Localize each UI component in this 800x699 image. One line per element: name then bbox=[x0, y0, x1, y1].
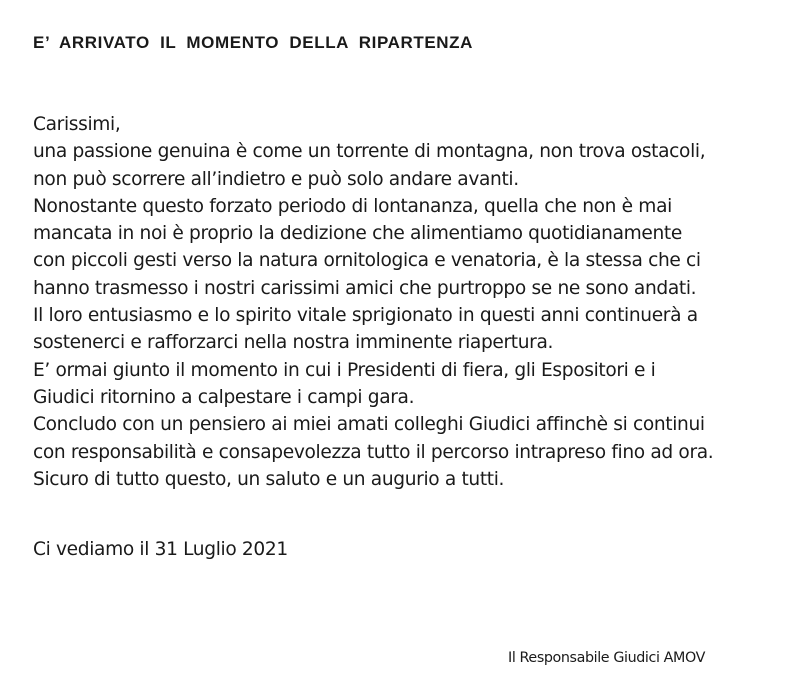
letter-line: con piccoli gesti verso la natura ornitologica e venatoria, è la stessa che ci bbox=[33, 250, 701, 272]
letter-line: sostenerci e rafforzarci nella nostra imminente riapertura. bbox=[33, 332, 554, 354]
letter-body bbox=[33, 111, 713, 493]
letter-line: Giudici ritornino a calpestare i campi gara. bbox=[33, 386, 415, 408]
letter-line: mancata in noi è proprio la dedizione che alimentiamo quotidianamente bbox=[33, 223, 682, 245]
letter-line: con responsabilità e consapevolezza tutto il percorso intrapreso fino ad ora. bbox=[33, 441, 714, 463]
letter-line: non può scorrere all’indietro e può solo andare avanti. bbox=[33, 168, 519, 190]
document-title: E’ ARRIVATO IL MOMENTO DELLA RIPARTENZA bbox=[33, 33, 474, 52]
letter-line: E’ ormai giunto il momento in cui i Presidenti di fiera, gli Espositori e i bbox=[33, 359, 656, 381]
signature: Il Responsabile Giudici AMOV bbox=[508, 650, 705, 666]
letter-line: Sicuro di tutto questo, un saluto e un augurio a tutti. bbox=[33, 468, 505, 490]
letter-line: Carissimi, bbox=[33, 114, 121, 135]
letter-line: hanno trasmesso i nostri carissimi amici che purtroppo se ne sono andati. bbox=[33, 277, 697, 299]
closing-line: Ci vediamo il 31 Luglio 2021 bbox=[33, 539, 288, 560]
letter-line: Il loro entusiasmo e lo spirito vitale sprigionato in questi anni continuerà a bbox=[33, 305, 698, 327]
letter-line: Nonostante questo forzato periodo di lontananza, quella che non è mai bbox=[33, 195, 672, 217]
letter-line: una passione genuina è come un torrente di montagna, non trova ostacoli, bbox=[33, 141, 706, 163]
letter-line: Concludo con un pensiero ai miei amati colleghi Giudici affinchè si continui bbox=[33, 414, 705, 436]
